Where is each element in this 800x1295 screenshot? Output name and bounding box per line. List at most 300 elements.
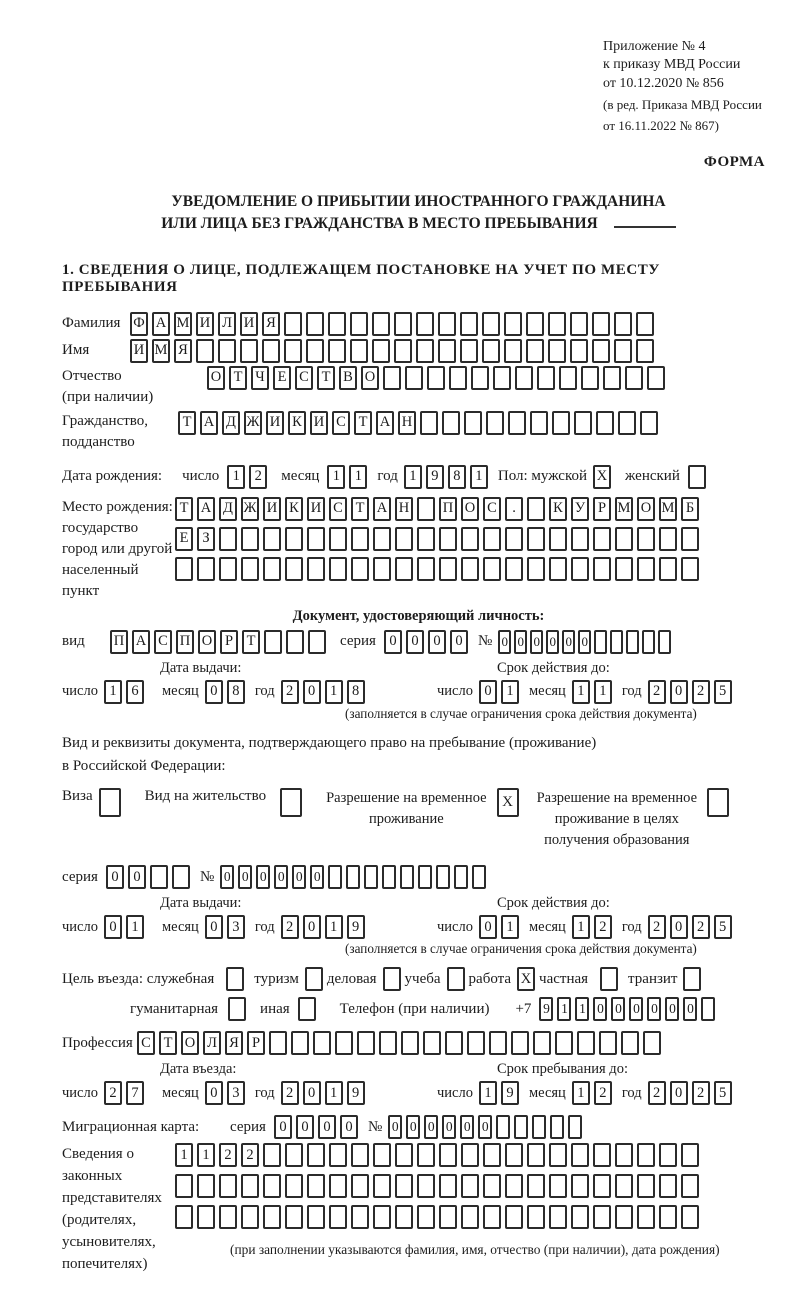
form-cell[interactable] bbox=[637, 527, 655, 551]
form-cell[interactable]: М bbox=[659, 497, 677, 521]
form-cell[interactable] bbox=[263, 1205, 281, 1229]
form-cell[interactable]: Ф bbox=[130, 312, 148, 336]
form-cell[interactable]: 1 bbox=[404, 465, 422, 489]
form-cell[interactable]: 0 bbox=[406, 630, 424, 654]
form-cell[interactable]: Я bbox=[262, 312, 280, 336]
form-cell[interactable] bbox=[658, 630, 671, 654]
form-cell[interactable] bbox=[439, 557, 457, 581]
form-cell[interactable] bbox=[483, 1205, 501, 1229]
form-cell[interactable]: 0 bbox=[128, 865, 146, 889]
form-cell[interactable] bbox=[603, 366, 621, 390]
form-cell[interactable]: 9 bbox=[347, 915, 365, 939]
form-cell[interactable]: Т bbox=[317, 366, 335, 390]
form-cell[interactable] bbox=[555, 1031, 573, 1055]
form-cell[interactable]: 1 bbox=[227, 465, 245, 489]
form-cell[interactable]: А bbox=[132, 630, 150, 654]
surname-cells[interactable] bbox=[130, 312, 658, 336]
form-cell[interactable] bbox=[439, 1174, 457, 1198]
form-cell[interactable] bbox=[263, 1174, 281, 1198]
form-cell[interactable] bbox=[373, 1143, 391, 1167]
form-cell[interactable]: 1 bbox=[479, 1081, 497, 1105]
form-cell[interactable] bbox=[307, 1205, 325, 1229]
patronymic-cells[interactable] bbox=[207, 366, 669, 390]
form-cell[interactable] bbox=[351, 1205, 369, 1229]
form-cell[interactable]: Т bbox=[351, 497, 369, 521]
form-cell[interactable]: Р bbox=[220, 630, 238, 654]
form-cell[interactable] bbox=[383, 967, 401, 991]
form-cell[interactable]: Д bbox=[219, 497, 237, 521]
doc-series-cells[interactable] bbox=[384, 630, 472, 654]
form-cell[interactable] bbox=[262, 339, 280, 363]
form-cell[interactable] bbox=[417, 497, 435, 521]
form-cell[interactable]: Н bbox=[398, 411, 416, 435]
form-cell[interactable]: 6 bbox=[126, 680, 144, 704]
form-cell[interactable] bbox=[647, 366, 665, 390]
form-cell[interactable] bbox=[527, 557, 545, 581]
stay-day-cells[interactable] bbox=[479, 1081, 523, 1105]
form-cell[interactable] bbox=[600, 967, 618, 991]
form-cell[interactable]: Ж bbox=[241, 497, 259, 521]
form-cell[interactable]: 0 bbox=[106, 865, 124, 889]
form-cell[interactable] bbox=[570, 312, 588, 336]
firstname-cells[interactable] bbox=[130, 339, 658, 363]
form-cell[interactable]: 0 bbox=[665, 997, 679, 1021]
form-cell[interactable]: 0 bbox=[611, 997, 625, 1021]
form-cell[interactable] bbox=[175, 1174, 193, 1198]
form-cell[interactable]: О bbox=[207, 366, 225, 390]
stay-month-cells[interactable] bbox=[572, 1081, 616, 1105]
form-cell[interactable] bbox=[175, 557, 193, 581]
form-cell[interactable]: 0 bbox=[514, 630, 527, 654]
form-cell[interactable] bbox=[241, 527, 259, 551]
form-cell[interactable] bbox=[328, 339, 346, 363]
doc-issue-day-cells[interactable] bbox=[104, 680, 148, 704]
form-cell[interactable] bbox=[350, 312, 368, 336]
form-cell[interactable]: 2 bbox=[692, 1081, 710, 1105]
form-cell[interactable]: 0 bbox=[498, 630, 511, 654]
form-cell[interactable]: В bbox=[339, 366, 357, 390]
stay-year-cells[interactable] bbox=[648, 1081, 736, 1105]
form-cell[interactable]: С bbox=[332, 411, 350, 435]
form-cell[interactable]: 0 bbox=[205, 1081, 223, 1105]
res-valid-year-cells[interactable] bbox=[648, 915, 736, 939]
form-cell[interactable] bbox=[615, 1143, 633, 1167]
form-cell[interactable]: М bbox=[174, 312, 192, 336]
form-cell[interactable] bbox=[400, 865, 414, 889]
doc-kind-cells[interactable] bbox=[110, 630, 330, 654]
form-cell[interactable]: 8 bbox=[227, 680, 245, 704]
form-cell[interactable]: П bbox=[176, 630, 194, 654]
form-cell[interactable] bbox=[364, 865, 378, 889]
form-cell[interactable]: X bbox=[593, 465, 611, 489]
form-cell[interactable] bbox=[482, 339, 500, 363]
res-valid-month-cells[interactable] bbox=[572, 915, 616, 939]
form-cell[interactable] bbox=[350, 339, 368, 363]
form-cell[interactable] bbox=[527, 1205, 545, 1229]
form-cell[interactable]: 9 bbox=[426, 465, 444, 489]
form-cell[interactable] bbox=[527, 1143, 545, 1167]
form-cell[interactable]: А bbox=[200, 411, 218, 435]
form-cell[interactable]: 2 bbox=[648, 915, 666, 939]
form-cell[interactable]: И bbox=[266, 411, 284, 435]
phone-cells[interactable] bbox=[539, 997, 719, 1021]
form-cell[interactable]: И bbox=[130, 339, 148, 363]
form-cell[interactable]: 2 bbox=[648, 680, 666, 704]
birthplace-cells-row2[interactable] bbox=[175, 527, 703, 551]
entry-month-cells[interactable] bbox=[205, 1081, 249, 1105]
form-cell[interactable] bbox=[382, 865, 396, 889]
form-cell[interactable]: Т bbox=[242, 630, 260, 654]
form-cell[interactable] bbox=[328, 312, 346, 336]
form-cell[interactable]: 1 bbox=[470, 465, 488, 489]
form-cell[interactable]: 0 bbox=[256, 865, 270, 889]
form-cell[interactable]: Б bbox=[681, 497, 699, 521]
doc-valid-day-cells[interactable] bbox=[479, 680, 523, 704]
form-cell[interactable]: 0 bbox=[629, 997, 643, 1021]
form-cell[interactable]: 0 bbox=[647, 997, 661, 1021]
form-cell[interactable]: Т bbox=[159, 1031, 177, 1055]
form-cell[interactable]: М bbox=[615, 497, 633, 521]
form-cell[interactable] bbox=[599, 1031, 617, 1055]
form-cell[interactable] bbox=[307, 1174, 325, 1198]
doc-number-cells[interactable] bbox=[498, 630, 674, 654]
form-cell[interactable]: С bbox=[137, 1031, 155, 1055]
form-cell[interactable] bbox=[550, 1115, 564, 1139]
form-cell[interactable] bbox=[307, 527, 325, 551]
form-cell[interactable]: О bbox=[461, 497, 479, 521]
form-cell[interactable] bbox=[571, 1174, 589, 1198]
form-cell[interactable]: 0 bbox=[104, 915, 122, 939]
doc-valid-year-cells[interactable] bbox=[648, 680, 736, 704]
form-cell[interactable]: 2 bbox=[249, 465, 267, 489]
purpose-private-checkbox[interactable] bbox=[600, 967, 622, 991]
doc-issue-month-cells[interactable] bbox=[205, 680, 249, 704]
form-cell[interactable]: 1 bbox=[325, 1081, 343, 1105]
form-cell[interactable] bbox=[637, 1205, 655, 1229]
form-cell[interactable] bbox=[570, 339, 588, 363]
form-cell[interactable] bbox=[571, 1143, 589, 1167]
form-cell[interactable] bbox=[681, 1143, 699, 1167]
form-cell[interactable]: 9 bbox=[539, 997, 553, 1021]
form-cell[interactable] bbox=[549, 527, 567, 551]
form-cell[interactable]: 0 bbox=[238, 865, 252, 889]
form-cell[interactable] bbox=[527, 1174, 545, 1198]
form-cell[interactable]: 1 bbox=[175, 1143, 193, 1167]
form-cell[interactable]: Л bbox=[203, 1031, 221, 1055]
form-cell[interactable] bbox=[335, 1031, 353, 1055]
entry-year-cells[interactable] bbox=[281, 1081, 369, 1105]
form-cell[interactable] bbox=[284, 312, 302, 336]
form-cell[interactable]: Р bbox=[247, 1031, 265, 1055]
form-cell[interactable]: 0 bbox=[442, 1115, 456, 1139]
residence-permit-checkbox[interactable] bbox=[280, 788, 306, 817]
form-cell[interactable] bbox=[373, 527, 391, 551]
res-valid-day-cells[interactable] bbox=[479, 915, 523, 939]
form-cell[interactable] bbox=[395, 527, 413, 551]
form-cell[interactable] bbox=[659, 557, 677, 581]
form-cell[interactable]: 2 bbox=[594, 1081, 612, 1105]
profession-cells[interactable] bbox=[137, 1031, 665, 1055]
form-cell[interactable] bbox=[568, 1115, 582, 1139]
form-cell[interactable]: 7 bbox=[126, 1081, 144, 1105]
form-cell[interactable] bbox=[489, 1031, 507, 1055]
form-cell[interactable] bbox=[172, 865, 190, 889]
form-cell[interactable] bbox=[313, 1031, 331, 1055]
purpose-business-checkbox[interactable] bbox=[383, 967, 405, 991]
form-cell[interactable] bbox=[298, 997, 316, 1021]
form-cell[interactable] bbox=[625, 366, 643, 390]
form-cell[interactable] bbox=[681, 557, 699, 581]
form-cell[interactable] bbox=[395, 1205, 413, 1229]
doc-valid-month-cells[interactable] bbox=[572, 680, 616, 704]
form-cell[interactable] bbox=[307, 1143, 325, 1167]
form-cell[interactable]: Т bbox=[354, 411, 372, 435]
form-cell[interactable] bbox=[420, 411, 438, 435]
male-checkbox[interactable] bbox=[593, 465, 615, 489]
form-cell[interactable] bbox=[681, 1205, 699, 1229]
form-cell[interactable]: 2 bbox=[692, 680, 710, 704]
form-cell[interactable]: 0 bbox=[220, 865, 234, 889]
form-cell[interactable] bbox=[594, 630, 607, 654]
form-cell[interactable] bbox=[394, 339, 412, 363]
form-cell[interactable] bbox=[610, 630, 623, 654]
form-cell[interactable] bbox=[291, 1031, 309, 1055]
form-cell[interactable]: 0 bbox=[546, 630, 559, 654]
form-cell[interactable] bbox=[196, 339, 214, 363]
form-cell[interactable] bbox=[436, 865, 450, 889]
form-cell[interactable] bbox=[515, 366, 533, 390]
birth-day-cells[interactable] bbox=[227, 465, 271, 489]
form-cell[interactable] bbox=[285, 1205, 303, 1229]
form-cell[interactable] bbox=[461, 1174, 479, 1198]
form-cell[interactable] bbox=[592, 339, 610, 363]
form-cell[interactable]: А bbox=[376, 411, 394, 435]
temp-residence-edu-checkbox[interactable] bbox=[707, 788, 733, 817]
form-cell[interactable] bbox=[438, 312, 456, 336]
form-cell[interactable] bbox=[659, 1205, 677, 1229]
form-cell[interactable] bbox=[615, 527, 633, 551]
form-cell[interactable] bbox=[505, 1205, 523, 1229]
form-cell[interactable]: 1 bbox=[325, 915, 343, 939]
form-cell[interactable]: С bbox=[154, 630, 172, 654]
form-cell[interactable] bbox=[228, 997, 246, 1021]
migr-series-cells[interactable] bbox=[274, 1115, 362, 1139]
form-cell[interactable]: Е bbox=[175, 527, 193, 551]
form-cell[interactable] bbox=[150, 865, 168, 889]
form-cell[interactable] bbox=[681, 527, 699, 551]
form-cell[interactable] bbox=[197, 1174, 215, 1198]
birthplace-cells-row1[interactable] bbox=[175, 497, 703, 521]
form-cell[interactable] bbox=[637, 1143, 655, 1167]
form-cell[interactable]: А bbox=[373, 497, 391, 521]
form-cell[interactable]: 0 bbox=[340, 1115, 358, 1139]
form-cell[interactable]: 0 bbox=[296, 1115, 314, 1139]
form-cell[interactable]: 8 bbox=[347, 680, 365, 704]
form-cell[interactable] bbox=[593, 1205, 611, 1229]
form-cell[interactable]: А bbox=[152, 312, 170, 336]
form-cell[interactable] bbox=[461, 1143, 479, 1167]
form-cell[interactable] bbox=[394, 312, 412, 336]
form-cell[interactable]: 3 bbox=[227, 1081, 245, 1105]
form-cell[interactable]: 0 bbox=[310, 865, 324, 889]
form-cell[interactable] bbox=[329, 1143, 347, 1167]
form-cell[interactable] bbox=[351, 1143, 369, 1167]
form-cell[interactable] bbox=[549, 1174, 567, 1198]
form-cell[interactable] bbox=[264, 630, 282, 654]
form-cell[interactable]: 0 bbox=[478, 1115, 492, 1139]
form-cell[interactable] bbox=[379, 1031, 397, 1055]
form-cell[interactable] bbox=[417, 527, 435, 551]
form-cell[interactable]: 0 bbox=[479, 680, 497, 704]
form-cell[interactable]: О bbox=[361, 366, 379, 390]
migr-number-cells[interactable] bbox=[388, 1115, 586, 1139]
form-cell[interactable]: Я bbox=[174, 339, 192, 363]
doc-issue-year-cells[interactable] bbox=[281, 680, 369, 704]
form-cell[interactable] bbox=[640, 411, 658, 435]
form-cell[interactable]: 5 bbox=[714, 915, 732, 939]
form-cell[interactable] bbox=[373, 1174, 391, 1198]
purpose-humanitarian-checkbox[interactable] bbox=[228, 997, 250, 1021]
form-cell[interactable] bbox=[659, 527, 677, 551]
form-cell[interactable] bbox=[511, 1031, 529, 1055]
form-cell[interactable] bbox=[328, 865, 342, 889]
form-cell[interactable] bbox=[514, 1115, 528, 1139]
purpose-study-checkbox[interactable] bbox=[447, 967, 469, 991]
form-cell[interactable] bbox=[219, 557, 237, 581]
form-cell[interactable]: 0 bbox=[205, 915, 223, 939]
form-cell[interactable]: 2 bbox=[648, 1081, 666, 1105]
form-cell[interactable] bbox=[659, 1174, 677, 1198]
form-cell[interactable]: 3 bbox=[227, 915, 245, 939]
form-cell[interactable] bbox=[504, 339, 522, 363]
form-cell[interactable]: 2 bbox=[594, 915, 612, 939]
form-cell[interactable] bbox=[329, 1174, 347, 1198]
form-cell[interactable] bbox=[263, 557, 281, 581]
form-cell[interactable] bbox=[438, 339, 456, 363]
form-cell[interactable]: 2 bbox=[241, 1143, 259, 1167]
entry-day-cells[interactable] bbox=[104, 1081, 148, 1105]
form-cell[interactable]: Т bbox=[178, 411, 196, 435]
form-cell[interactable]: У bbox=[571, 497, 589, 521]
form-cell[interactable] bbox=[505, 1143, 523, 1167]
form-cell[interactable]: Т bbox=[175, 497, 193, 521]
form-cell[interactable] bbox=[571, 557, 589, 581]
form-cell[interactable]: 0 bbox=[479, 915, 497, 939]
form-cell[interactable]: 2 bbox=[692, 915, 710, 939]
form-cell[interactable] bbox=[285, 1143, 303, 1167]
form-cell[interactable]: Ч bbox=[251, 366, 269, 390]
form-cell[interactable] bbox=[447, 967, 465, 991]
form-cell[interactable]: О bbox=[198, 630, 216, 654]
form-cell[interactable] bbox=[471, 366, 489, 390]
form-cell[interactable]: Е bbox=[273, 366, 291, 390]
form-cell[interactable] bbox=[707, 788, 729, 817]
form-cell[interactable]: Р bbox=[593, 497, 611, 521]
form-cell[interactable] bbox=[593, 557, 611, 581]
form-cell[interactable] bbox=[305, 967, 323, 991]
form-cell[interactable] bbox=[454, 865, 468, 889]
form-cell[interactable]: 1 bbox=[501, 915, 519, 939]
form-cell[interactable] bbox=[395, 1143, 413, 1167]
form-cell[interactable] bbox=[285, 557, 303, 581]
form-cell[interactable]: 2 bbox=[104, 1081, 122, 1105]
form-cell[interactable]: Я bbox=[225, 1031, 243, 1055]
form-cell[interactable] bbox=[460, 339, 478, 363]
form-cell[interactable]: 0 bbox=[670, 1081, 688, 1105]
form-cell[interactable] bbox=[532, 1115, 546, 1139]
form-cell[interactable]: К bbox=[285, 497, 303, 521]
form-cell[interactable]: 0 bbox=[303, 1081, 321, 1105]
form-cell[interactable]: С bbox=[329, 497, 347, 521]
form-cell[interactable]: 1 bbox=[327, 465, 345, 489]
form-cell[interactable] bbox=[659, 1143, 677, 1167]
form-cell[interactable]: Т bbox=[229, 366, 247, 390]
birth-year-cells[interactable] bbox=[404, 465, 492, 489]
form-cell[interactable]: 2 bbox=[281, 1081, 299, 1105]
form-cell[interactable] bbox=[401, 1031, 419, 1055]
form-cell[interactable] bbox=[483, 1143, 501, 1167]
form-cell[interactable] bbox=[483, 527, 501, 551]
form-cell[interactable] bbox=[329, 527, 347, 551]
form-cell[interactable] bbox=[615, 557, 633, 581]
res-issue-year-cells[interactable] bbox=[281, 915, 369, 939]
form-cell[interactable]: 0 bbox=[303, 680, 321, 704]
form-cell[interactable]: П bbox=[110, 630, 128, 654]
form-cell[interactable]: 0 bbox=[424, 1115, 438, 1139]
form-cell[interactable]: 1 bbox=[197, 1143, 215, 1167]
visa-checkbox[interactable] bbox=[99, 788, 125, 817]
form-cell[interactable]: 0 bbox=[274, 1115, 292, 1139]
form-cell[interactable] bbox=[552, 411, 570, 435]
form-cell[interactable] bbox=[395, 1174, 413, 1198]
form-cell[interactable] bbox=[417, 1205, 435, 1229]
form-cell[interactable] bbox=[218, 339, 236, 363]
form-cell[interactable] bbox=[284, 339, 302, 363]
form-cell[interactable] bbox=[372, 312, 390, 336]
form-cell[interactable] bbox=[351, 527, 369, 551]
form-cell[interactable] bbox=[526, 339, 544, 363]
form-cell[interactable]: И bbox=[310, 411, 328, 435]
form-cell[interactable] bbox=[395, 557, 413, 581]
form-cell[interactable] bbox=[417, 557, 435, 581]
form-cell[interactable]: 1 bbox=[126, 915, 144, 939]
guardians-cells-row1[interactable] bbox=[175, 1143, 703, 1167]
form-cell[interactable] bbox=[423, 1031, 441, 1055]
form-cell[interactable] bbox=[482, 312, 500, 336]
form-cell[interactable] bbox=[701, 997, 715, 1021]
purpose-tourism-checkbox[interactable] bbox=[305, 967, 327, 991]
form-cell[interactable] bbox=[439, 1143, 457, 1167]
form-cell[interactable] bbox=[280, 788, 302, 817]
form-cell[interactable]: Н bbox=[395, 497, 413, 521]
form-cell[interactable] bbox=[593, 527, 611, 551]
form-cell[interactable] bbox=[526, 312, 544, 336]
form-cell[interactable] bbox=[197, 1205, 215, 1229]
temp-residence-checkbox[interactable] bbox=[497, 788, 523, 817]
form-cell[interactable]: 0 bbox=[530, 630, 543, 654]
form-cell[interactable] bbox=[615, 1205, 633, 1229]
form-cell[interactable] bbox=[618, 411, 636, 435]
form-cell[interactable]: И bbox=[196, 312, 214, 336]
female-checkbox[interactable] bbox=[688, 465, 710, 489]
form-cell[interactable] bbox=[405, 366, 423, 390]
form-cell[interactable] bbox=[581, 366, 599, 390]
form-cell[interactable]: 0 bbox=[318, 1115, 336, 1139]
form-cell[interactable] bbox=[285, 527, 303, 551]
form-cell[interactable] bbox=[626, 630, 639, 654]
form-cell[interactable]: Л bbox=[218, 312, 236, 336]
form-cell[interactable] bbox=[533, 1031, 551, 1055]
